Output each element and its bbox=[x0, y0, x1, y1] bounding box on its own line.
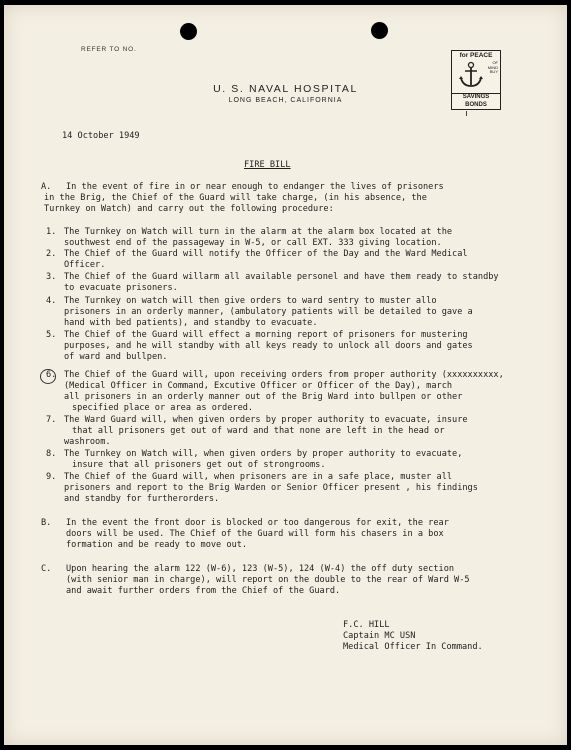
stamp-side-3: BUY bbox=[489, 69, 498, 75]
item-number: 8. bbox=[46, 449, 57, 459]
section-b-line: formation and be ready to move out. bbox=[66, 540, 248, 550]
item-line: The Chief of the Guard will effect a morning report of prisoners for mustering bbox=[64, 330, 468, 340]
item-line: prisoners in an orderly manner, (ambulatory patients will be detailed to gave a bbox=[64, 307, 473, 317]
section-c-line: (with senior man in charge), will report on the double to the rear of Ward W-5 bbox=[66, 575, 470, 585]
stamp-side-text bbox=[484, 61, 498, 75]
signature-name: F.C. HILL bbox=[343, 620, 390, 630]
section-a-line: in the Brig, the Chief of the Guard will take charge, (in his absence, the bbox=[44, 193, 427, 203]
section-b-line: In the event the front door is blocked or too dangerous for exit, the rear bbox=[66, 518, 449, 528]
document-heading: FIRE BILL bbox=[244, 160, 291, 170]
stamp-line-1: for PEACE bbox=[459, 52, 493, 59]
letterhead-title: U. S. NAVAL HOSPITAL bbox=[213, 83, 358, 95]
item-line: southwest end of the passageway in W-5, or call EXT. 333 giving location. bbox=[64, 238, 442, 248]
section-b-mark: B. bbox=[41, 518, 52, 528]
savings-bonds-stamp bbox=[451, 50, 501, 110]
item-line: The Turnkey on watch will then give orders to ward sentry to muster allo bbox=[64, 296, 437, 306]
item-line: The Turnkey on Watch will, when given orders by proper authority to evacuate, bbox=[64, 449, 463, 459]
document-date: 14 October 1949 bbox=[62, 131, 140, 141]
item-line: insure that all prisoners get out of strongrooms. bbox=[72, 460, 326, 470]
item-line: to evacuate prisoners. bbox=[64, 283, 178, 293]
item-number: 4. bbox=[46, 296, 57, 306]
item-line: The Turnkey on Watch will turn in the alarm at the alarm box located at the bbox=[64, 227, 453, 237]
item-line: of ward and bullpen. bbox=[64, 352, 168, 362]
anchor-icon bbox=[457, 61, 485, 89]
item-line: that all prisoners get out of ward and that none are left in the head or bbox=[72, 426, 445, 436]
stamp-side-1: OF bbox=[492, 60, 498, 65]
item-number: 5. bbox=[46, 330, 57, 340]
section-a-line: Turnkey on Watch) and carry out the following procedure: bbox=[44, 204, 334, 214]
section-a-line: In the event of fire in or near enough to endanger the lives of prisoners bbox=[66, 182, 444, 192]
refer-to-label: REFER TO NO. bbox=[81, 46, 137, 53]
stamp-line-2: SAVINGS bbox=[452, 93, 500, 100]
section-a-mark: A. bbox=[41, 182, 52, 192]
margin-tick bbox=[466, 111, 467, 116]
punch-hole-right bbox=[371, 22, 388, 39]
item-line: The Chief of the Guard will, upon receiving orders from proper authority (xxxxxxxxxx, bbox=[64, 370, 504, 380]
item-line: The Chief of the Guard willarm all available personel and have them ready to standby bbox=[64, 272, 499, 282]
punch-hole-left bbox=[180, 23, 197, 40]
item-line: washroom. bbox=[64, 437, 111, 447]
item-number: 3. bbox=[46, 272, 57, 282]
item-line: all prisoners in an orderly manner out of the Brig Ward into bullpen or other bbox=[64, 392, 463, 402]
letterhead-location: LONG BEACH, CALIFORNIA bbox=[228, 97, 343, 104]
item-line: The Chief of the Guard will, when prisoners are in a safe place, muster all bbox=[64, 472, 453, 482]
item-number: 6. bbox=[46, 370, 57, 380]
item-line: The Chief of the Guard will notify the Officer of the Day and the Ward Medical bbox=[64, 249, 468, 259]
signature-rank: Captain MC USN bbox=[343, 631, 416, 641]
stamp-line-3: BONDS bbox=[465, 102, 487, 108]
item-line: Officer. bbox=[64, 260, 106, 270]
section-c-line: Upon hearing the alarm 122 (W-6), 123 (W-5), 124 (W-4) the off duty section bbox=[66, 564, 455, 574]
item-number: 2. bbox=[46, 249, 57, 259]
item-line: prisoners and report to the Brig Warden or Senior Officer present , his findings bbox=[64, 483, 478, 493]
item-line: specified place or area as ordered. bbox=[72, 403, 254, 413]
stamp-side-2: MIND bbox=[487, 64, 498, 70]
item-line: (Medical Officer in Command, Excutive Officer or Officer of the Day), march bbox=[64, 381, 453, 391]
signature-title: Medical Officer In Command. bbox=[343, 642, 483, 652]
item-number: 1. bbox=[46, 227, 57, 237]
item-line: purposes, and he will standby with all keys ready to unlock all doors and gates bbox=[64, 341, 473, 351]
section-c-line: and await further orders from the Chief of the Guard. bbox=[66, 586, 341, 596]
item-line: hand with bed patients), and standby to evacuate. bbox=[64, 318, 318, 328]
item-line: and standby for furtherorders. bbox=[64, 494, 220, 504]
section-c-mark: C. bbox=[41, 564, 52, 574]
item-number: 9. bbox=[46, 472, 57, 482]
document-page bbox=[4, 5, 567, 745]
section-b-line: doors will be used. The Chief of the Guard will form his chasers in a box bbox=[66, 529, 444, 539]
item-number: 7. bbox=[46, 415, 57, 425]
item-line: The Ward Guard will, when given orders by proper authority to evacuate, insure bbox=[64, 415, 468, 425]
